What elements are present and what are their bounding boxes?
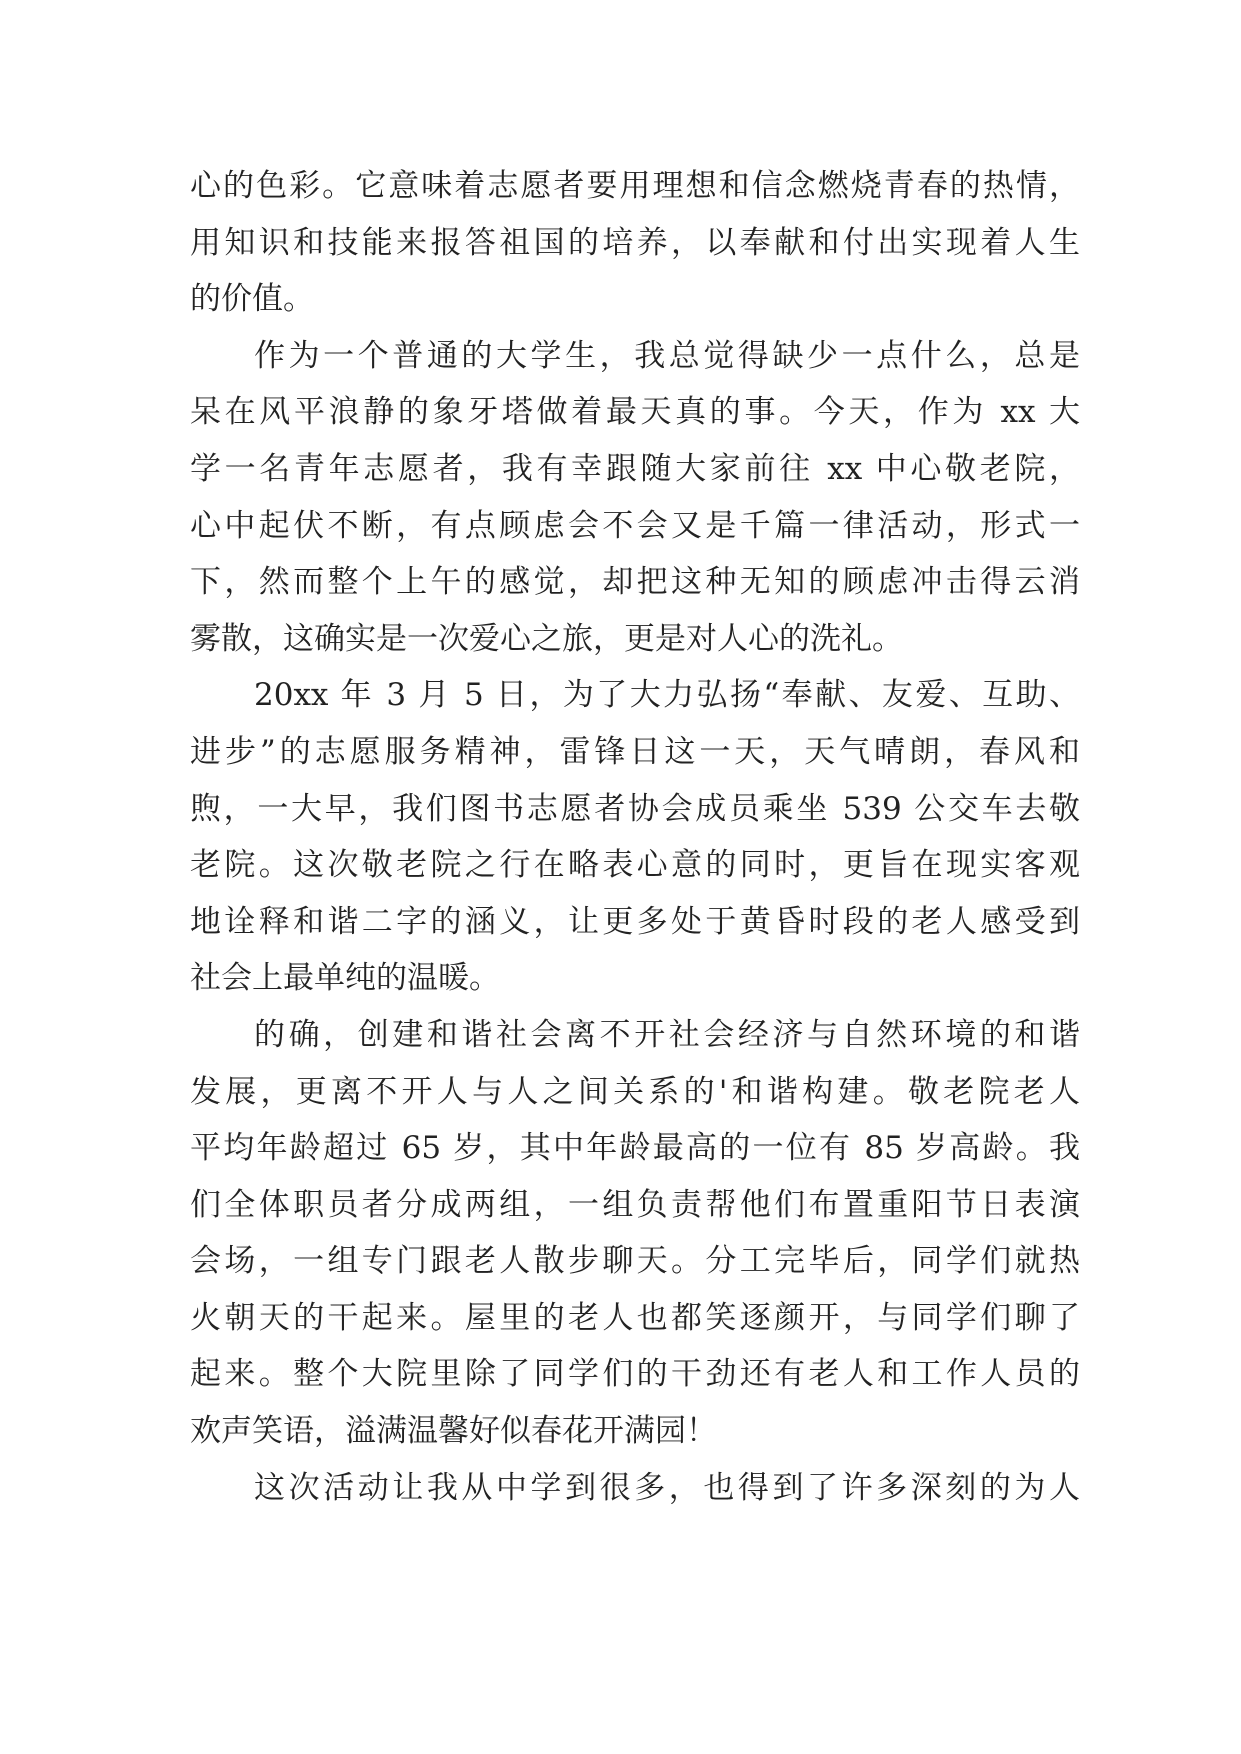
text-line: 呆在风平浪静的象牙塔做着最天真的事。今天，作为 xx 大 <box>190 394 1080 431</box>
paragraph-4 <box>190 1007 1080 1460</box>
text-line: 下，然而整个上午的感觉，却把这种无知的顾虑冲击得云消 <box>190 564 1080 601</box>
text-line: 社会上最单纯的温暖。 <box>190 960 500 997</box>
text-line: 发展，更离不开人与人之间关系的'和谐构建。敬老院老人 <box>190 1073 1080 1110</box>
text-line: 地诠释和谐二字的涵义，让更多处于黄昏时段的老人感受到 <box>190 903 1080 940</box>
text-line: 这次活动让我从中学到很多，也得到了许多深刻的为人 <box>254 1469 1080 1506</box>
text-line: 的确，创建和谐社会离不开社会经济与自然环境的和谐 <box>254 1016 1080 1053</box>
text-line: 作为一个普通的大学生，我总觉得缺少一点什么，总是 <box>254 337 1080 374</box>
text-line: 煦，一大早，我们图书志愿者协会成员乘坐 539 公交车去敬 <box>190 790 1080 827</box>
text-line: 学一名青年志愿者，我有幸跟随大家前往 xx 中心敬老院， <box>190 450 1080 487</box>
text-line: 起来。整个大院里除了同学们的干劲还有老人和工作人员的 <box>190 1356 1080 1393</box>
text-line: 平均年龄超过 65 岁，其中年龄最高的一位有 85 岁高龄。我 <box>190 1130 1080 1167</box>
paragraph-5 <box>190 1460 1080 1517</box>
text-line: 雾散，这确实是一次爱心之旅，更是对人心的洗礼。 <box>190 620 903 657</box>
text-line: 的价值。 <box>190 281 314 318</box>
paragraph-1 <box>190 158 1080 328</box>
text-line: 20xx 年 3 月 5 日，为了大力弘扬“奉献、友爱、互助、 <box>254 677 1080 714</box>
text-line: 们全体职员者分成两组，一组负责帮他们布置重阳节日表演 <box>190 1186 1080 1223</box>
paragraph-3 <box>190 667 1080 1007</box>
text-line: 火朝天的干起来。屋里的老人也都笑逐颜开，与同学们聊了 <box>190 1299 1080 1336</box>
text-line: 会场，一组专门跟老人散步聊天。分工完毕后，同学们就热 <box>190 1243 1080 1280</box>
text-line: 欢声笑语，溢满温馨好似春花开满园！ <box>190 1413 717 1450</box>
paragraph-2 <box>190 328 1080 668</box>
text-line: 老院。这次敬老院之行在略表心意的同时，更旨在现实客观 <box>190 847 1080 884</box>
text-line: 心中起伏不断，有点顾虑会不会又是千篇一律活动，形式一 <box>190 507 1080 544</box>
text-line: 进步”的志愿服务精神，雷锋日这一天，天气晴朗，春风和 <box>190 733 1080 770</box>
text-line: 用知识和技能来报答祖国的培养，以奉献和付出实现着人生 <box>190 224 1080 261</box>
text-line: 心的色彩。它意味着志愿者要用理想和信念燃烧青春的热情， <box>190 168 1080 204</box>
body-text <box>190 158 1080 1516</box>
